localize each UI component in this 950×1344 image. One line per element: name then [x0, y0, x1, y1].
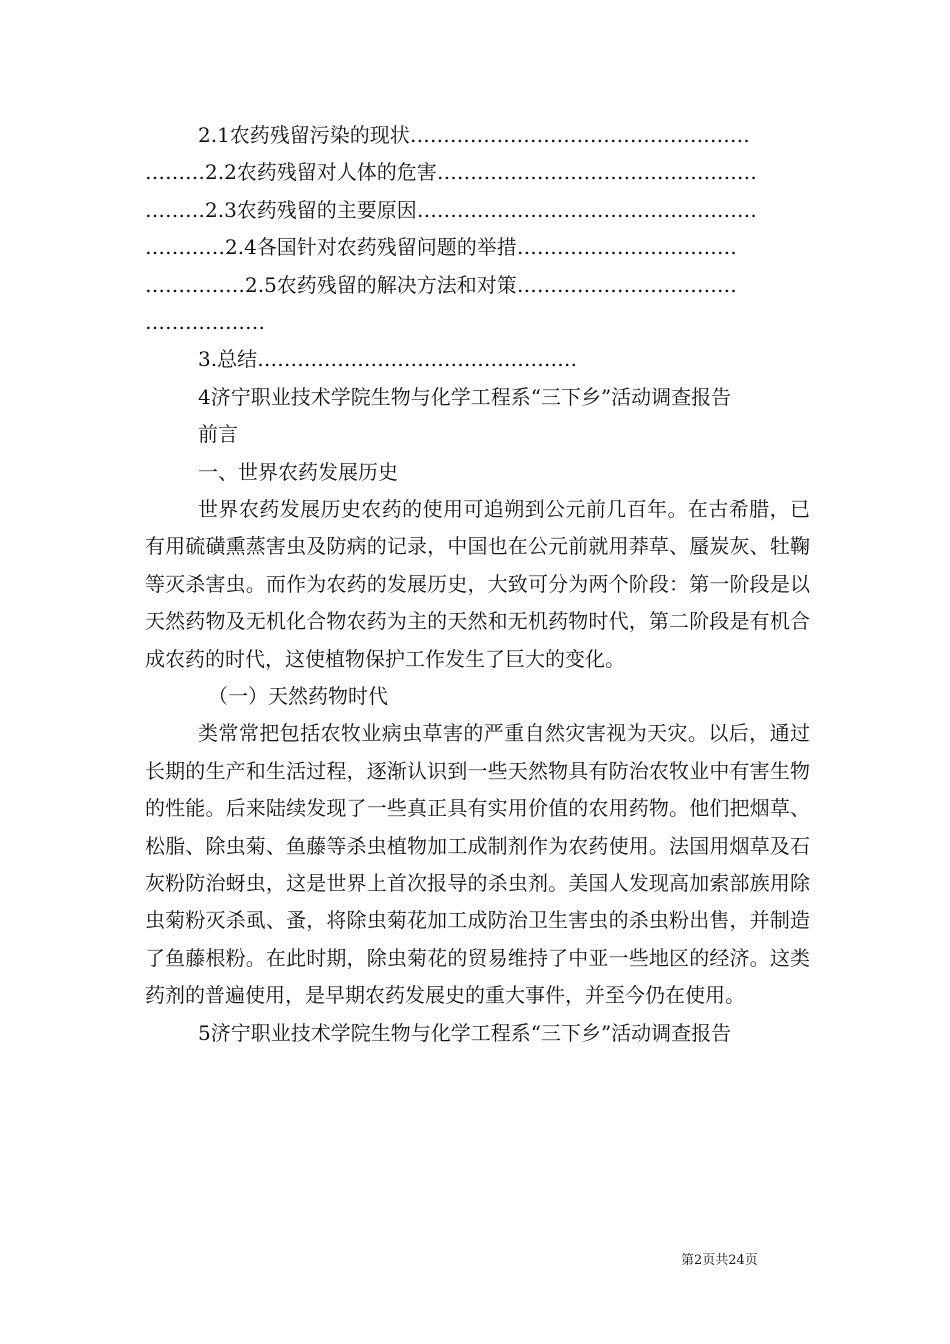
toc-entry-dots: ………………………………………… [436, 160, 757, 185]
section-heading-1: 一、世界农药发展历史 [198, 459, 398, 484]
toc-continuation-dots [145, 304, 810, 341]
toc-entry-dots: …………………………………………… [409, 123, 750, 147]
toc-entry-summary [145, 341, 810, 378]
toc-entry-2-5 [145, 267, 810, 304]
toc-entry-text: 2.4各国针对农药残留问题的举措 [225, 235, 517, 260]
paragraph-natural-pesticides: 类常常把包括农牧业病虫草害的严重自然灾害视为天灾。以后，通过长期的生产和生活过程，逐渐认识到一些天然物具有防治农牧业中有害生物的性能。后来陆续发现了一些真正具有实用价值的农用药物。他们把烟草、松脂、除虫菊、鱼藤等杀虫植物加工成制剂作为农药使用。法国用烟草及石灰粉防治蚜虫，这是世界上首次报导的杀虫剂。美国人发现高加索部族用除虫菊粉灭杀虱、蚤，将除虫菊花加工成防治卫生害虫的杀虫粉出售，并制造了鱼藤根粉。在此时期，除虫菊花的贸易维持了中亚一些地区的经济。这类药剂的普遍使用，是早期农药发展史的重大事件，并至今仍在使用。 [145, 721, 810, 1008]
subsection-heading-1: （一）天然药物时代 [208, 683, 388, 708]
toc-entry-lead-dots: …………… [145, 272, 245, 297]
preface-heading: 前言 [198, 422, 238, 447]
toc-entry-dots: ………………………………………… [257, 347, 578, 372]
toc-entry-dots: …………………………………………… [416, 197, 757, 222]
toc-entry-2-1 [145, 117, 810, 154]
report-title-5: 5济宁职业技术学院生物与化学工程系“三下乡”活动调查报告 [198, 1020, 732, 1045]
toc-entry-lead-dots: ……… [145, 160, 205, 185]
toc-entry-2-4 [145, 229, 810, 266]
toc-entry-2-3 [145, 192, 810, 229]
toc-entry-dots: …………………………… [516, 235, 737, 260]
toc-entry-text: 3.总结 [198, 347, 258, 372]
toc-entry-lead-dots: ……………… [145, 309, 265, 334]
toc-entry-2-2 [145, 154, 810, 191]
paragraph-history: 世界农药发展历史农药的使用可追朔到公元前几百年。在古希腊，已有用硫磺熏蒸害虫及防病的记录，中国也在公元前就用莽草、蜃炭灰、牡鞠等灭杀害虫。而作为农药的发展历史，大致可分为两个阶段：第一阶段是以天然药物及无机化合物农药为主的天然和无机药物时代，第二阶段是有机合成农药的时代，这使植物保护工作发生了巨大的变化。 [145, 496, 810, 671]
document-body [145, 117, 810, 1052]
toc-entry-lead-dots: ………… [145, 235, 225, 260]
toc-entry-text: 2.3农药残留的主要原因 [205, 197, 417, 222]
toc-entry-text: 2.5农药残留的解决方法和对策 [245, 272, 517, 297]
toc-entry-text: 2.2农药残留对人体的危害 [205, 160, 437, 185]
toc-entry-dots: …………………………… [516, 272, 737, 297]
page-number: 第2页共24页 [681, 1253, 758, 1268]
toc-entry-lead-dots: ……… [145, 197, 205, 222]
toc-entry-text: 2.1农药残留污染的现状 [198, 123, 410, 147]
report-title-4: 4济宁职业技术学院生物与化学工程系“三下乡”活动调查报告 [198, 384, 732, 409]
